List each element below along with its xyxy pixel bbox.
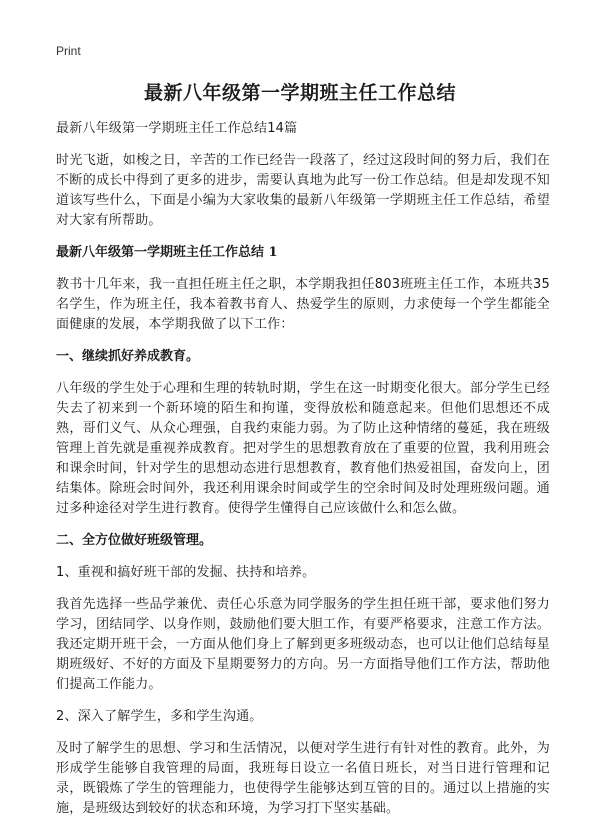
heading-class-management: 二、全方位做好班级管理。 <box>56 533 213 548</box>
print-label: Print <box>56 44 81 58</box>
subheading-class-cadres: 1、重视和搞好班干部的发掘、扶持和培养。 <box>56 565 316 580</box>
section-intro-paragraph: 教书十几年来，我一直担任班主任之职，本学期我担任803班班主任工作，本班共35名学生，作为班主任，我本着教书育人、热爱学生的原则，力求使每一个学生都能全面健康的发展，本学期我做了以下工作： <box>56 277 550 332</box>
page-title: 最新八年级第一学期班主任工作总结 <box>143 82 456 104</box>
document-body <box>56 119 550 831</box>
communication-paragraph: 及时了解学生的思想、学习和生活情况，以便对学生进行有针对性的教育。此外，为形成学生能够自我管理的局面，我班每日设立一名值日班长，对当日进行管理和记录，既锻炼了学生的管理能力，也使得学生能够达到互管的目的。通过以上措施的实施，是班级达到较好的状态和环境，为学习打下坚实基础。 <box>56 741 550 816</box>
section-title: 最新八年级第一学期班主任工作总结 1 <box>56 245 278 260</box>
heading-habit-education: 一、继续抓好养成教育。 <box>56 349 200 364</box>
class-cadres-paragraph: 我首先选择一些品学兼优、责任心乐意为同学服务的学生担任班干部，要求他们努力学习，团结同学、以身作则，鼓励他们要大胆工作，有要严格要求，注意工作方法。我还定期开班干会，一方面从他们身上了解到更多班级动态，也可以让他们总结每星期班级好、不好的方面及下星期要努力的方向。另一方面指导他们工作方法，帮助他们提高工作能力。 <box>56 597 550 692</box>
intro-paragraph: 时光飞逝，如梭之日，辛苦的工作已经告一段落了，经过这段时间的努力后，我们在不断的成长中得到了更多的进步，需要认真地为此写一份工作总结。但是却发现不知道该写些什么，下面是小编为大家收集的最新八年级第一学期班主任工作总结，希望对大家有所帮助。 <box>56 153 550 228</box>
subheading-communication: 2、深入了解学生，多和学生沟通。 <box>56 709 263 724</box>
habit-education-paragraph: 八年级的学生处于心理和生理的转轨时期，学生在这一时期变化很大。部分学生已经失去了初来到一个新环境的陌生和拘谨，变得放松和随意起来。但他们思想还不成熟，哥们义气、从众心理强，自我约束能力弱。为了防止这种情绪的蔓延，我在班级管理上首先就是重视养成教育。把对学生的思想教育放在了重要的位置，我利用班会和课余时间，针对学生的思想动态进行思想教育，教育他们热爱祖国，奋发向上，团结集体。除班会时间外，我还利用课余时间或学生的空余时间及时处理班级问题。通过多种途径对学生进行教育。使得学生懂得自己应该做什么和怎么做。 <box>56 381 550 516</box>
document-subtitle: 最新八年级第一学期班主任工作总结14篇 <box>56 121 298 136</box>
